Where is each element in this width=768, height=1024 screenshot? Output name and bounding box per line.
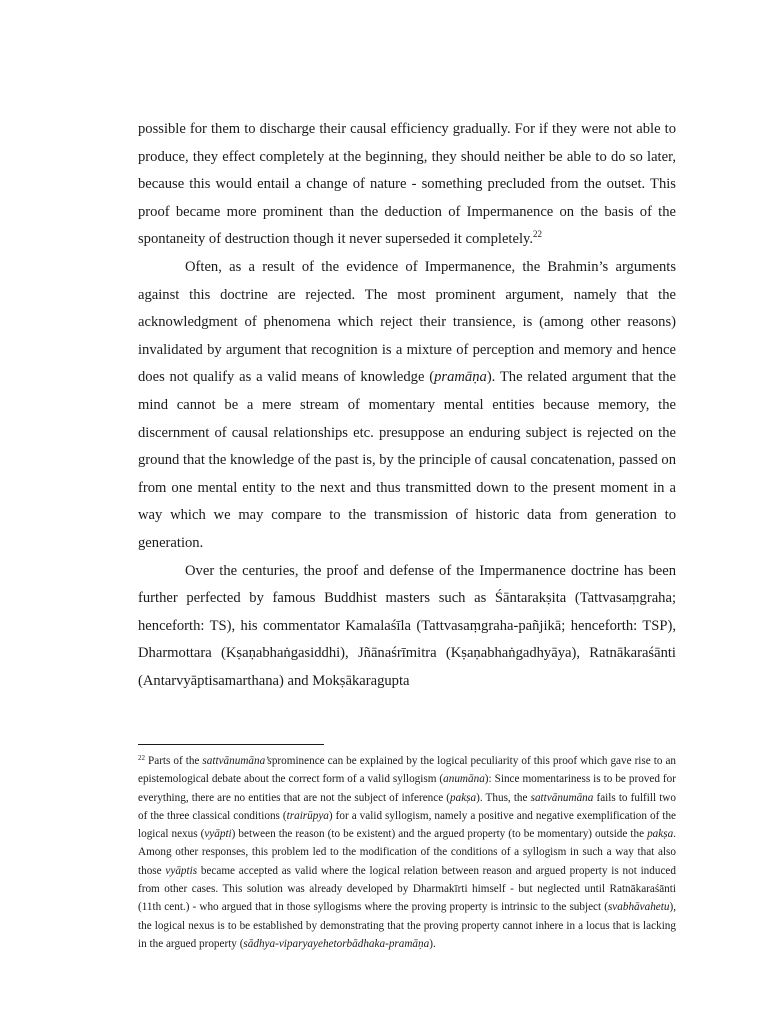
footnote-term-6: vyāpti bbox=[204, 828, 232, 841]
footnote-number: 22 bbox=[138, 754, 145, 762]
footnote-text-8: . Among other responses, this problem led to the modification of the conditions of a syllogism in such a way that also those bbox=[138, 828, 676, 877]
paragraph-2-text-b: ). The related argument that the mind cannot be a mere stream of momentary mental entities because memory, the discernment of causal relationships etc. presuppose an enduring subject is rejected on the ground that the knowledge of the past is, by the principle of causal concatenation, passed on from one mental entity to the next and thus transmitted down to the present moment in a way which we may compare to the transmission of historic data from generation to generation. bbox=[138, 369, 677, 551]
body-text bbox=[138, 116, 676, 695]
paragraph-1 bbox=[138, 116, 676, 254]
paragraph-3-text: Over the centuries, the proof and defense of the Impermanence doctrine has been further perfected by famous Buddhist masters such as Śāntarakṣita (Tattvasaṃgraha; henceforth: TS), his commentator Kamalaśīla (Tattvasaṃgraha-pañjikā; henceforth: TSP), Dharmottara (Kṣaṇabhaṅgasiddhi), Jñānaśrīmitra (Kṣaṇabhaṅgadhyāya), Ratnākaraśānti (Antarvyāptisamarthana) and Mokṣākaragupta bbox=[138, 562, 676, 689]
footnote-term-10: sādhya-viparyayehetorbādhaka-pramāṇa bbox=[243, 937, 430, 950]
footnote-term-5: trairūpya bbox=[286, 809, 329, 822]
footnote-22 bbox=[138, 752, 676, 953]
footnote-term-8: vyāptis bbox=[165, 864, 198, 877]
footnote-text-4: ). Thus, the bbox=[476, 791, 531, 804]
footnote bbox=[138, 752, 676, 953]
paragraph-3 bbox=[138, 558, 676, 696]
footnote-text-1: Parts of the bbox=[148, 755, 203, 767]
footnote-text-7: ) between the reason (to be existent) and the argued property (to be momentary) outside the bbox=[231, 828, 648, 841]
footnote-text-3: ): Since momentariness is to be proved for everything, there are no entities that are not the subject of inference ( bbox=[138, 773, 676, 804]
footnote-term-4: sattvānumāna bbox=[530, 791, 594, 804]
footnote-term-1: sattvānumāna’s bbox=[202, 755, 272, 767]
footnote-text-6: ) for a valid syllogism, namely a positive and negative exemplification of the logical nexus ( bbox=[138, 809, 677, 841]
footnote-text-9: became accepted as valid where the logical relation between reason and argued property is not induced from other cases. This solution was already developed by Dharmakīrti himself - but neglected until Ratnākaraśānti (11th cent.) - who argued that in those syllogisms where the proving property is intrinsic to the subject ( bbox=[138, 864, 676, 914]
footnote-separator bbox=[138, 744, 324, 745]
footnote-text-2: prominence can be explained by the logical peculiarity of this proof which gave rise to an epistemological debate about the correct form of a valid syllogism ( bbox=[138, 755, 677, 786]
paragraph-2 bbox=[138, 254, 676, 558]
footnote-reference: 22 bbox=[533, 229, 543, 240]
footnote-term-2: anumāna bbox=[443, 773, 485, 786]
footnote-text-10: ), the logical nexus is to be established by demonstrating that the proving property cannot inhere in a locus that is lacking in the argued property ( bbox=[138, 901, 676, 950]
footnote-term-7: pakṣa bbox=[647, 828, 674, 841]
footnote-term-9: svabhāvahetu bbox=[607, 901, 670, 914]
paragraph-2-term-pramana: pramāṇa bbox=[434, 369, 487, 386]
footnote-text-11: ). bbox=[429, 937, 436, 950]
footnote-term-3: pakṣa bbox=[450, 791, 477, 804]
footnote-text-5: fails to fulfill two of the three classical conditions ( bbox=[138, 791, 676, 822]
paragraph-1-text: possible for them to discharge their causal efficiency gradually. For if they were not able to produce, they effect completely at the beginning, they should neither be able to do so later, because this would entail a change of nature - something precluded from the outset. This proof became more prominent than the deduction of Impermanence on the basis of the spontaneity of destruction though it never superseded it completely. bbox=[138, 121, 676, 248]
paragraph-2-text-a: Often, as a result of the evidence of Impermanence, the Brahmin’s arguments against this doctrine are rejected. The most prominent argument, namely that the acknowledgment of phenomena which reject their transience, is (among other reasons) invalidated by argument that recognition is a mixture of perception and memory and hence does not qualify as a valid means of knowledge ( bbox=[138, 258, 676, 386]
